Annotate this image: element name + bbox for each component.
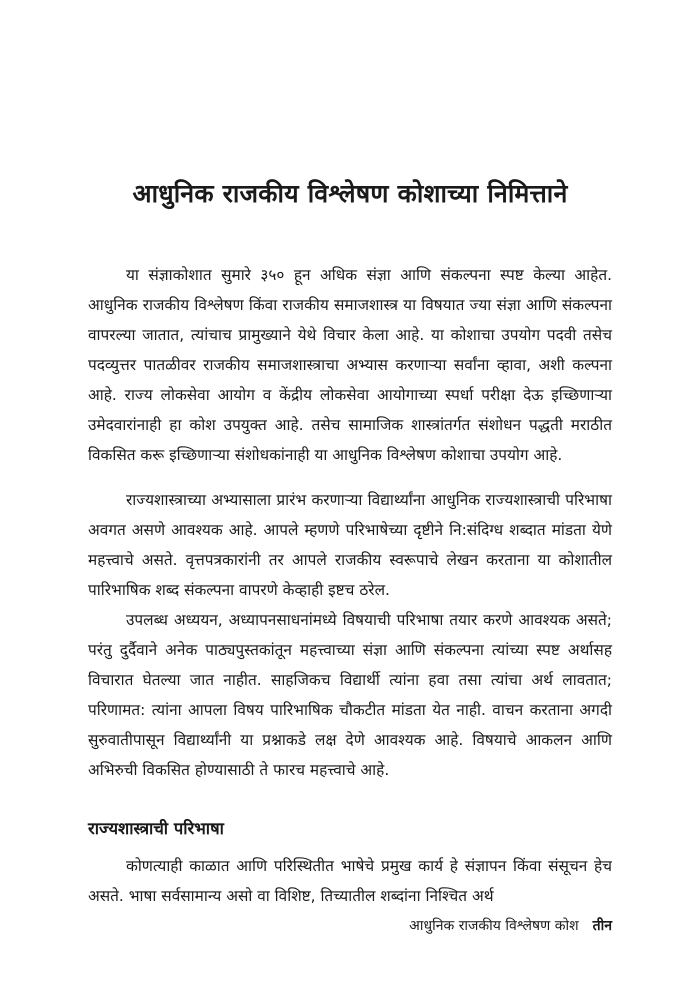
body-paragraph [88, 260, 612, 470]
paragraph-text: कोणत्याही काळात आणि परिस्थितीत भाषेचे प्रमुख कार्य हे संज्ञापन किंवा संसूचन हेच असते. भाषा सर्वसामान्य असो वा विशिष्ट, तिच्यातील शब्दांना निश्चित अर्थ [88, 857, 612, 905]
page-number: तीन [592, 918, 612, 934]
paragraph-text: या संज्ञाकोशात सुमारे ३५० हून अधिक संज्ञा आणि संकल्पना स्पष्ट केल्या आहेत. आधुनिक राजकीय विश्लेषण किंवा राजकीय समाजशास्त्र या विषयात ज्या संज्ञा आणि संकल्पना वापरल्या जातात, त्यांचाच प्रामुख्याने येथे विचार केला आहे. या कोशाचा उपयोग पदवी तसेच पदव्युत्तर पातळीवर राजकीय समाजशास्त्राचा अभ्यास करणाऱ्या सर्वांना व्हावा, अशी कल्पना आहे. राज्य लोकसेवा आयोग व केंद्रीय लोकसेवा आयोगाच्या स्पर्धा परीक्षा देऊ इच्छिणाऱ्या उमेदवारांनाही हा कोश उपयुक्त आहे. तसेच सामाजिक शास्त्रांतर्गत संशोधन पद्धती मराठीत विकसित करू इच्छिणाऱ्या संशोधकांनाही या आधुनिक विश्लेषण कोशाचा उपयोग आहे. [88, 266, 612, 464]
body-paragraph [88, 485, 612, 605]
running-footer-title: आधुनिक राजकीय विश्लेषण कोश [409, 918, 579, 934]
body-paragraph [88, 851, 612, 911]
section-heading: राज्यशास्त्राची परिभाषा [88, 819, 224, 838]
page-title: आधुनिक राजकीय विश्लेषण कोशाच्या निमित्ताने [132, 179, 568, 208]
body-paragraph [88, 605, 612, 785]
paragraph-text: राज्यशास्त्राच्या अभ्यासाला प्रारंभ करणाऱ्या विद्यार्थ्यांना आधुनिक राज्यशास्त्राची परिभाषा अवगत असणे आवश्यक आहे. आपले म्हणणे परिभाषेच्या दृष्टीने नि:संदिग्ध शब्दात मांडता येणे महत्त्वाचे असते. वृत्तपत्रकारांनी तर आपले राजकीय स्वरूपाचे लेखन करताना या कोशातील पारिभाषिक शब्द संकल्पना वापरणे केव्हाही इष्टच ठरेल. [88, 491, 612, 599]
paragraph-text: उपलब्ध अध्ययन, अध्यापनसाधनांमध्ये विषयाची परिभाषा तयार करणे आवश्यक असते; परंतु दुर्दैवाने अनेक पाठ्यपुस्तकांतून महत्त्वाच्या संज्ञा आणि संकल्पना त्यांच्या स्पष्ट अर्थासह विचारात घेतल्या जात नाहीत. साहजिकच विद्यार्थी त्यांना हवा तसा त्यांचा अर्थ लावतात; परिणामत: त्यांना आपला विषय पारिभाषिक चौकटीत मांडता येत नाही. वाचन करताना अगदी सुरुवातीपासून विद्यार्थ्यांनी या प्रश्नाकडे लक्ष देणे आवश्यक आहे. विषयाचे आकलन आणि अभिरुची विकसित होण्यासाठी ते फारच महत्त्वाचे आहे. [88, 611, 612, 779]
page-footer [409, 916, 612, 935]
